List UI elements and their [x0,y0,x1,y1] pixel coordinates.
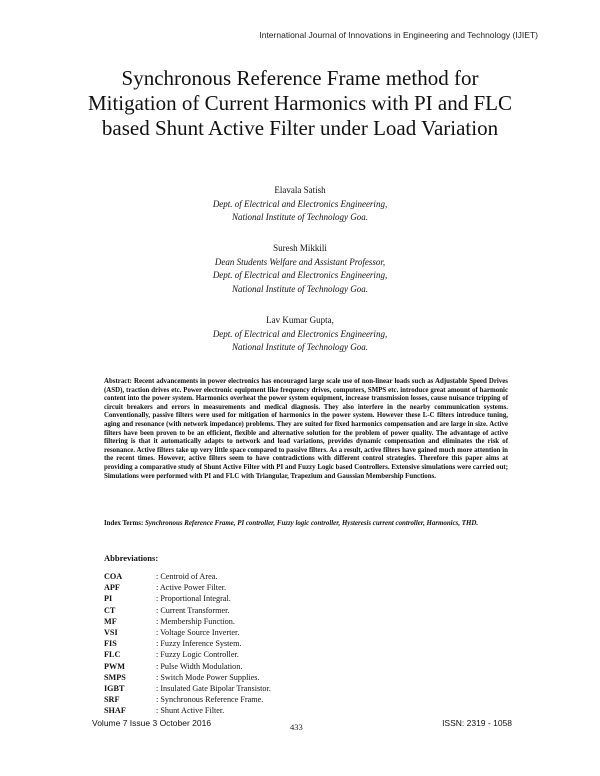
abbreviation-definition: : Proportional Integral. [156,594,231,604]
author-affiliation-line: Dean Students Welfare and Assistant Professor, [214,256,386,267]
abbreviation-row [104,672,404,683]
author-affiliation-line: National Institute of Technology Goa. [232,342,368,352]
abbreviation-definition: : Shunt Active Filter. [156,706,225,716]
journal-header: International Journal of Innovations in Engineering and Technology (IJIET) [259,30,538,40]
abbreviation-definition: : Pulse Width Modulation. [156,661,243,671]
abbreviation-row [104,705,404,716]
author-name: Elavala Satish [274,185,326,195]
footer-volume: Volume 7 Issue 3 October 2016 [92,718,212,728]
abbreviation-definition: : Switch Mode Power Supplies. [156,672,260,682]
abbreviation-code: APF [104,583,120,593]
abbreviation-code: FLC [104,650,121,660]
abbreviation-row [104,616,404,627]
abbreviation-row [104,683,404,694]
author-block [120,314,480,355]
author-affiliation-line: National Institute of Technology Goa. [232,212,368,222]
abbreviation-code: SRF [104,695,120,705]
abbreviation-row [104,638,404,649]
index-terms-label: Index Terms: [104,520,144,527]
index-terms [104,520,508,529]
abbreviation-code: PWM [104,661,125,671]
abbreviation-code: SMPS [104,672,126,682]
abbreviation-code: MF [104,616,117,626]
abbreviation-row [104,582,404,593]
abstract-label: Abstract: [104,378,132,385]
author-affiliation-line: Dept. of Electrical and Electronics Engineering, [212,328,388,339]
abbreviation-code: CT [104,605,116,615]
paper-title: Synchronous Reference Frame method for Mitigation of Current Harmonics with PI and FLC based Shunt Active Filter under Load Variation [87,66,513,140]
abbreviation-code: FIS [104,639,117,649]
abbreviation-code: SHAF [104,706,126,716]
abbreviations-list [104,571,404,716]
index-terms-list: Synchronous Reference Frame, PI controller, Fuzzy logic controller, Hysteresis current controller, Harmonics, THD. [144,520,479,527]
author-block [120,242,480,296]
abbreviation-code: IGBT [104,683,125,693]
abbreviation-code: PI [104,594,113,604]
abbreviation-row [104,593,404,604]
abbreviation-definition: : Centroid of Area. [156,572,218,581]
author-name: Suresh Mikkili [273,243,327,253]
footer-issn: ISSN: 2319 - 1058 [442,718,512,728]
abbreviation-definition: : Active Power Filter. [156,583,227,593]
author-affiliation-line: Dept. of Electrical and Electronics Engineering, [212,198,388,209]
abbreviation-code: VSI [104,627,118,637]
author-name: Lav Kumar Gupta, [266,315,334,325]
author-affiliation-line: Dept. of Electrical and Electronics Engineering, [212,270,388,280]
abbreviation-row [104,661,404,672]
abbreviation-row [104,571,404,582]
abbreviation-definition: : Fuzzy Inference System. [156,639,242,649]
abbreviation-definition: : Current Transformer. [156,605,230,615]
abbreviation-definition: : Synchronous Reference Frame. [156,695,264,705]
abbreviation-row [104,649,404,660]
abbreviations-heading: Abbreviations: [104,553,159,563]
abbreviation-row [104,627,404,638]
abbreviation-definition: : Membership Function. [156,616,235,626]
author-affiliation-line: National Institute of Technology Goa. [232,283,368,294]
author-block [120,184,480,225]
abstract-text: Recent advancements in power electronics has encouraged large scale use of non-linear loads such as Adjustable Speed Drives (ASD), traction drives etc. Power electronic equipment like frequency drives, computers, SMPS etc. introduce great amount of harmonic content into the power system. Harmonics overheat the power system equipment, increase transmission losses, cause nuisance tripping of circuit breakers and errors in measurements and medical diagnosis. They also interfere in the nearby communication systems. Conventionally, passive filters were used for mitigation of harmonics in the power system. However these L-C filters introduce tuning, aging and resonance (with network impedance) problems. They are suited for fixed harmonics compensation and are large in size. Active filters have been proven to be an efficient, flexible and alternative solution for the problem of power quality. The advantage of active filtering is that it automatically adapts to network and load variations, provides dynamic compensation and eliminates the risk of resonance. Active filters take up very little space compared to passive filters. As a result, active filters have gained much more attention in the recent times. However, active filters seem to have contradictions with different control strategies. Therefore this paper aims at providing a comparative study of Shunt Active Filter with PI and Fuzzy Logic based Controllers. Extensive simulations were carried out; Simulations were performed with PI and FLC with Triangular, Trapezium and Gaussian Membership Functions. [104,378,508,480]
abbreviation-row [104,694,404,705]
abbreviation-code: COA [104,572,123,581]
footer-page-number: 433 [290,722,303,732]
abbreviation-definition: : Fuzzy Logic Controller. [156,650,239,660]
abbreviation-row [104,605,404,616]
abbreviation-definition: : Insulated Gate Bipolar Transistor. [156,683,271,693]
abstract [104,378,508,481]
abbreviation-definition: : Voltage Source Inverter. [156,627,240,637]
